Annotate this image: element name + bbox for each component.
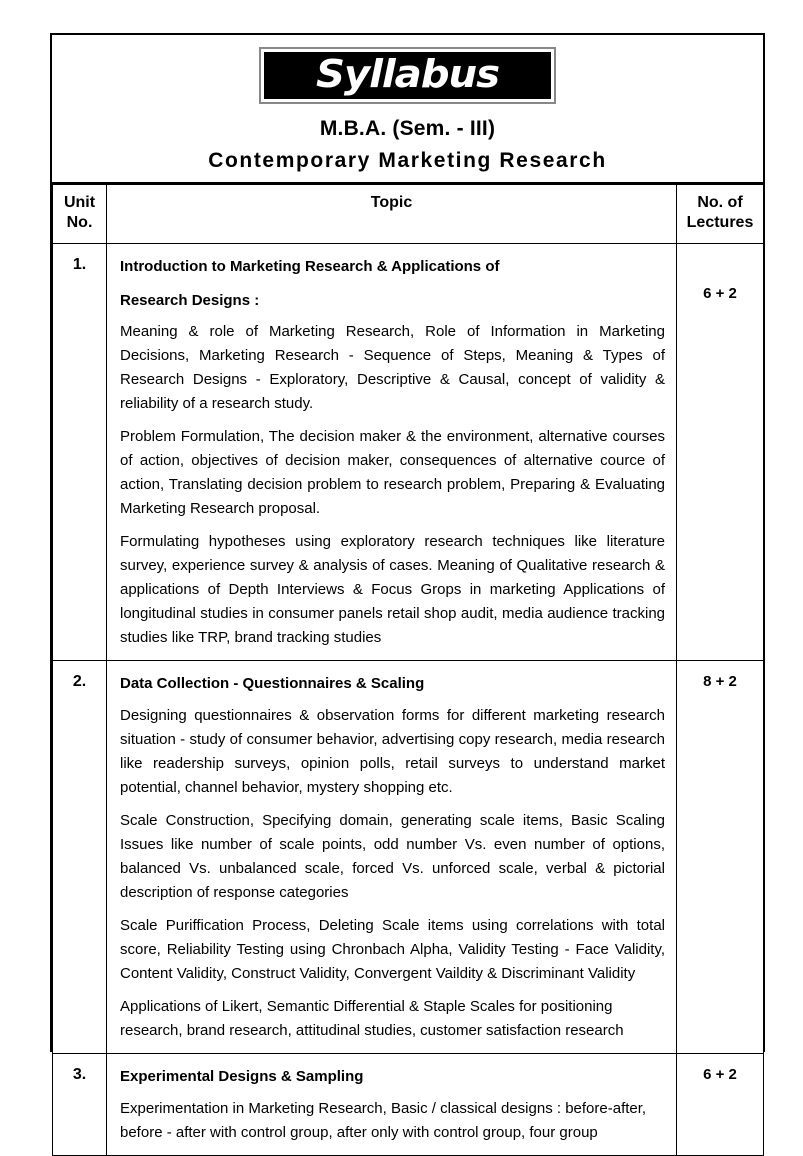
unit-paragraph: Meaning & role of Marketing Research, Role of Information in Marketing Decisions, Marketing Research - Sequence of Steps, Meaning & Types of Research Designs - Exploratory, Descriptive & Causal, concept of validity & reliability of a research study. xyxy=(120,323,665,413)
unit-heading-line: Introduction to Marketing Research & Applications of xyxy=(120,257,500,275)
unit-heading-line: Experimental Designs & Sampling xyxy=(120,1067,364,1085)
table-row xyxy=(53,1053,764,1155)
unit-paragraph: Experimentation in Marketing Research, Basic / classical designs : before-after, before - after with control group, after only with control group, four group xyxy=(120,1099,647,1141)
column-header-lectures xyxy=(677,184,764,243)
unit-paragraph: Formulating hypotheses using exploratory research techniques like literature survey, experience survey & analysis of cases. Meaning of Qualitative research & applications of Depth Interviews & Focus Grops in marketing Applications of longitudinal studies in consumer panels retail shop audit, media audience tracking studies like TRP, brand tracking studies xyxy=(120,533,665,647)
unit-number: 1. xyxy=(53,243,107,661)
unit-lectures: 8 + 2 xyxy=(677,661,764,1053)
unit-no-header-line2: No. xyxy=(66,213,93,231)
unit-no-header-line1: Unit xyxy=(63,193,96,211)
unit-paragraph: Designing questionnaires & observation forms for different marketing research situation - study of consumer behavior, advertising copy research, media research like readership surveys, opinion polls, retail surveys to understand market potential, channel behavior, mystery shopping etc. xyxy=(120,706,665,796)
unit-lectures: 6 + 2 xyxy=(677,243,764,661)
unit-paragraph: Scale Construction, Specifying domain, generating scale items, Basic Scaling Issues like number of scale points, odd number Vs. even number of options, balanced Vs. unbalanced scale, forced Vs. unforced scale, verbal & pictorial description of response categories xyxy=(120,811,665,901)
unit-heading xyxy=(120,1065,665,1088)
unit-heading xyxy=(120,255,665,313)
syllabus-logo-plate xyxy=(264,52,551,99)
unit-number: 2. xyxy=(53,661,107,1053)
unit-heading-line: Research Designs : xyxy=(120,292,260,309)
program-line: M.B.A. (Sem. - III) xyxy=(319,116,496,140)
column-header-unit-no xyxy=(53,184,107,243)
table-row xyxy=(53,661,764,1053)
unit-topic-cell xyxy=(107,661,677,1053)
unit-heading xyxy=(120,672,665,695)
syllabus-logo-frame xyxy=(259,47,556,104)
table-header-row xyxy=(53,184,764,243)
unit-heading-line: Data Collection - Questionnaires & Scaling xyxy=(120,675,425,693)
course-title: Contemporary Marketing Research xyxy=(208,148,607,172)
unit-number: 3. xyxy=(53,1053,107,1155)
syllabus-table xyxy=(52,184,764,1156)
syllabus-page xyxy=(50,33,765,1141)
unit-topic-cell xyxy=(107,1053,677,1155)
unit-paragraph: Scale Puriffication Process, Deleting Scale items using correlations with total score, Reliability Testing using Chronbach Alpha, Validity Testing - Face Validity, Content Validity, Construct Validity, Convergent Vaildity & Discriminant Validity xyxy=(120,916,665,982)
unit-paragraph: Applications of Likert, Semantic Differential & Staple Scales for positioning research, brand research, attitudinal studies, customer satisfaction research xyxy=(120,997,624,1039)
table-row xyxy=(53,243,764,661)
lectures-header-line1: No. of xyxy=(697,193,743,211)
syllabus-logo-text: Syllabus xyxy=(315,52,500,96)
column-header-topic: Topic xyxy=(107,184,677,243)
unit-topic-cell xyxy=(107,243,677,661)
unit-paragraph: Problem Formulation, The decision maker & the environment, alternative courses of action, objectives of decision maker, consequences of alternative cource of action, Translating decision problem to research problem, Preparing & Evaluating Marketing Research proposal. xyxy=(120,428,665,518)
unit-lectures: 6 + 2 xyxy=(677,1053,764,1155)
document-header xyxy=(52,35,763,184)
lectures-header-line2: Lectures xyxy=(686,213,754,231)
